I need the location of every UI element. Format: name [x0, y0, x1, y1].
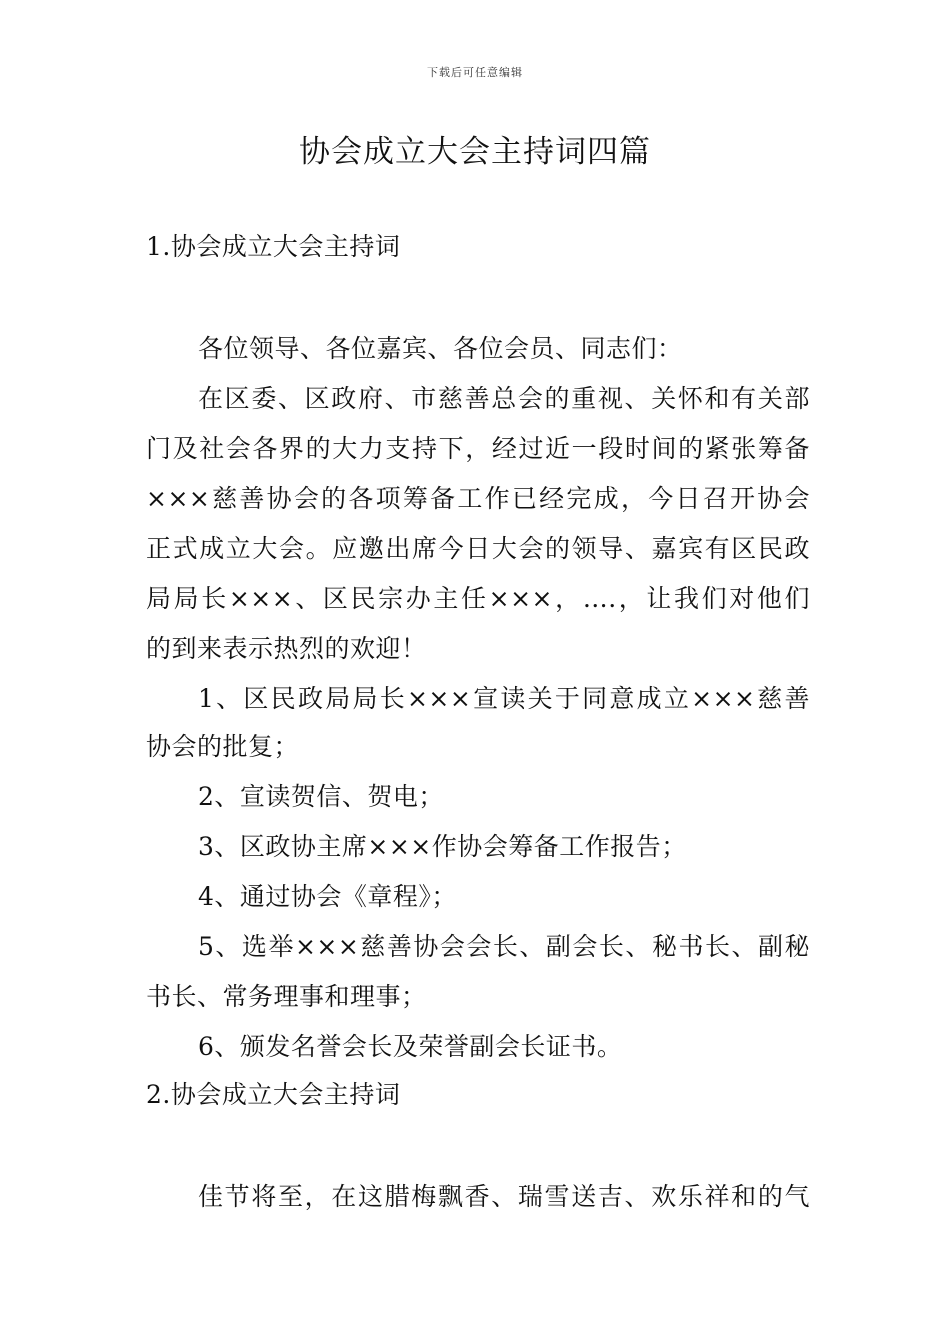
paragraph-line: 的到来表示热烈的欢迎！ — [146, 634, 427, 663]
list-item-line: 1、区民政局局长×××宣读关于同意成立×××慈善 — [198, 684, 810, 713]
section-heading-2: 2.协会成立大会主持词 — [146, 1080, 401, 1109]
document-title: 协会成立大会主持词四篇 — [299, 134, 651, 170]
list-item-line: 5、选举×××慈善协会会长、副会长、秘书长、副秘 — [198, 932, 810, 961]
paragraph-line: 各位领导、各位嘉宾、各位会员、同志们： — [198, 334, 683, 363]
list-item-line: 4、通过协会《章程》； — [198, 882, 457, 911]
paragraph-line: 在区委、区政府、市慈善总会的重视、关怀和有关部 — [198, 384, 810, 413]
paragraph-line: 正式成立大会。应邀出席今日大会的领导、嘉宾有区民政 — [146, 534, 810, 563]
list-item-line: 2、宣读贺信、贺电； — [198, 782, 444, 811]
paragraph-line: 门及社会各界的大力支持下，经过近一段时间的紧张筹备 — [146, 434, 810, 463]
header-note: 下载后可任意编辑 — [427, 66, 523, 79]
list-item-line: 书长、常务理事和理事； — [146, 982, 427, 1011]
list-item-line: 6、颁发名誉会长及荣誉副会长证书。 — [198, 1032, 623, 1061]
paragraph-line: 局局长×××、区民宗办主任×××，….，让我们对他们 — [146, 584, 810, 613]
paragraph-line: ×××慈善协会的各项筹备工作已经完成，今日召开协会 — [146, 484, 810, 513]
section-heading-1: 1.协会成立大会主持词 — [146, 232, 401, 261]
paragraph-line: 佳节将至，在这腊梅飘香、瑞雪送吉、欢乐祥和的气 — [198, 1182, 810, 1211]
list-item-line: 协会的批复； — [146, 732, 300, 761]
list-item-line: 3、区政协主席×××作协会筹备工作报告； — [198, 832, 687, 861]
